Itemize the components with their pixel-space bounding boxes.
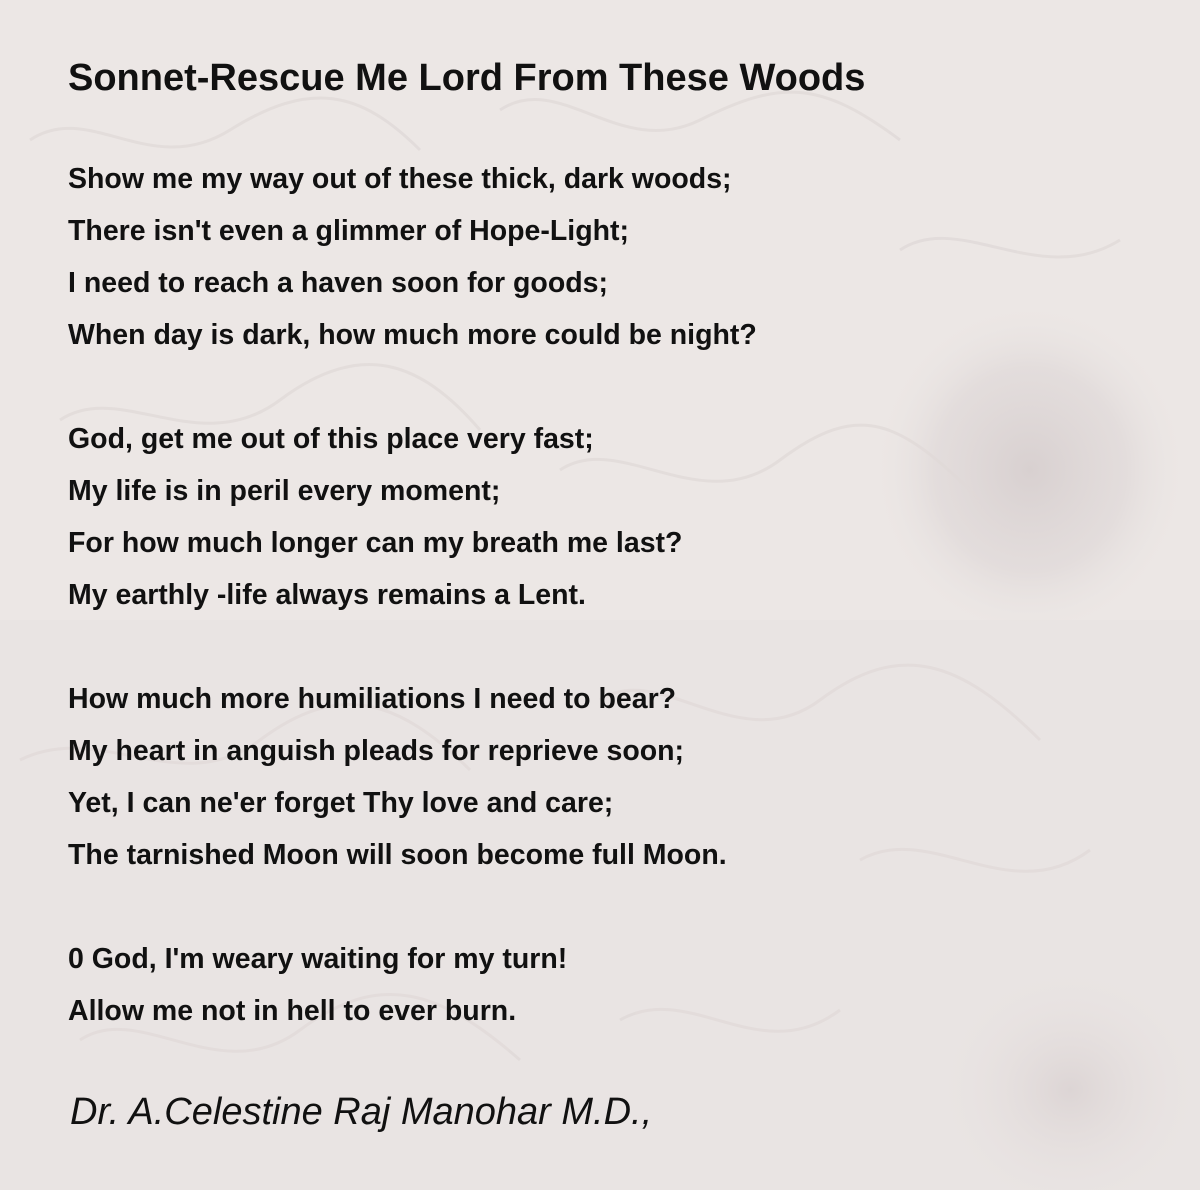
stanza xyxy=(68,673,1168,881)
poem-line: Allow me not in hell to ever burn. xyxy=(68,995,517,1027)
poem-line: Show me my way out of these thick, dark woods; xyxy=(68,163,732,195)
poem-line: My earthly -life always remains a Lent. xyxy=(68,579,586,611)
poem-body xyxy=(68,153,1168,1089)
poem-line: Yet, I can ne'er forget Thy love and care; xyxy=(68,787,614,819)
poem-line: There isn't even a glimmer of Hope-Light; xyxy=(68,215,630,247)
stanza xyxy=(68,933,1168,1037)
stanza xyxy=(68,153,1168,361)
stanza xyxy=(68,413,1168,621)
poem-line: How much more humiliations I need to bear? xyxy=(68,683,677,715)
poem-line: My heart in anguish pleads for reprieve soon; xyxy=(68,735,685,767)
poem-line: The tarnished Moon will soon become full Moon. xyxy=(68,839,727,871)
poem-author: Dr. A.Celestine Raj Manohar M.D., xyxy=(70,1091,653,1133)
poem-title: Sonnet-Rescue Me Lord From These Woods xyxy=(68,57,866,99)
poem-line: 0 God, I'm weary waiting for my turn! xyxy=(68,943,568,975)
poem-line: My life is in peril every moment; xyxy=(68,475,501,507)
poem-line: For how much longer can my breath me last? xyxy=(68,527,683,559)
poem-line: I need to reach a haven soon for goods; xyxy=(68,267,608,299)
poem-line: When day is dark, how much more could be night? xyxy=(68,319,757,351)
poem-line: God, get me out of this place very fast; xyxy=(68,423,594,455)
